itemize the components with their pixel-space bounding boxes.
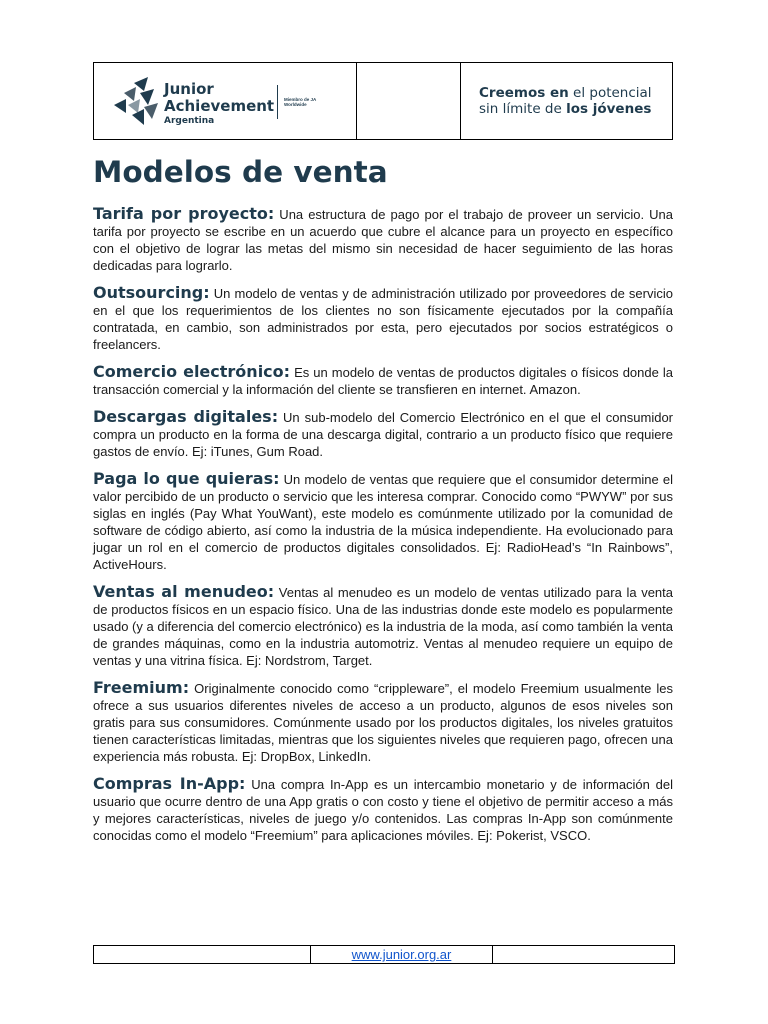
- term: Outsourcing:: [93, 283, 210, 302]
- footer-cell-center: [311, 946, 493, 963]
- slogan-line-2: [479, 101, 672, 117]
- slogan-bold-2: los jóvenes: [566, 101, 652, 117]
- section-inapp: [93, 775, 673, 844]
- term: Compras In-App:: [93, 774, 246, 793]
- term: Descargas digitales:: [93, 407, 279, 426]
- logo-cell: [94, 63, 357, 139]
- logo-argentina: Argentina: [164, 116, 215, 126]
- section-freemium: [93, 679, 673, 765]
- definition: Es un modelo de ventas de productos digitales o físicos donde la transacción comercial y la información del cliente se transfieren en internet. Amazon.: [93, 365, 673, 397]
- section-descargas: [93, 408, 673, 460]
- term: Freemium:: [93, 678, 190, 697]
- junior-achievement-logo-icon: [114, 77, 160, 125]
- definition: Originalmente conocido como “crippleware”, el modelo Freemium usualmente les ofrece a sus usuarios diferentes niveles de acceso a un producto, algunos de esos niveles son gratis para sus consumidores. Comúnmente usado por los productos digitales, los niveles gratuitos tienen características limitadas, mientras que los siguientes niveles que requieren pago, ofrecen una experiencia más robusta. Ej: DropBox, LinkedIn.: [93, 681, 673, 764]
- footer-cell-left: [94, 946, 311, 963]
- slogan-rest-2: sin límite de: [479, 101, 567, 117]
- section-outsourcing: [93, 284, 673, 353]
- definition: Una compra In-App es un intercambio monetario y de información del usuario que ocurre dentro de una App gratis o con costo y tiene el objetivo de permitir acceso a más y mejores características, niveles de juego y/o contenidos. Las compras In-App son comúnmente conocidas como el modelo “Freemium” para aplicaciones móviles. Ej: Pokerist, VSCO.: [93, 777, 673, 843]
- slogan-cell: [461, 63, 672, 139]
- section-tarifa: [93, 205, 673, 274]
- term: Ventas al menudeo:: [93, 582, 275, 601]
- term: Comercio electrónico:: [93, 362, 291, 381]
- logo-member-text: Miembro de JA Worldwide: [284, 97, 317, 107]
- slogan-bold-1: Creemos en: [479, 85, 569, 101]
- section-comercio: [93, 363, 673, 398]
- term: Tarifa por proyecto:: [93, 204, 275, 223]
- header-table: [93, 62, 673, 140]
- header-empty-cell: [357, 63, 461, 139]
- term: Paga lo que quieras:: [93, 469, 280, 488]
- logo-achievement: Achievement: [164, 97, 275, 115]
- sections-list: [93, 205, 673, 854]
- section-paga: [93, 470, 673, 573]
- section-menudeo: [93, 583, 673, 669]
- definition: Un modelo de ventas y de administración utilizado por proveedores de servicio en el que los requerimientos de los clientes no son físicamente ejecutados por la compañía contratada, en cambio, son administrados por esta, pero ejecutados por socios estratégicos o freelancers.: [93, 286, 673, 352]
- page-title: Modelos de venta: [93, 155, 388, 189]
- logo-separator: [277, 85, 278, 119]
- logo-junior: Junior: [164, 80, 214, 98]
- footer-cell-right: [493, 946, 674, 963]
- definition: Un modelo de ventas que requiere que el consumidor determine el valor percibido de un producto o servicio que les interesa comprar. Conocido como “PWYW” por sus siglas en inglés (Pay What YouWant), este modelo es comúnmente utilizado por la comunidad de software de código abierto, así como la industria de la música independiente. Ha evolucionado para jugar un rol en el comercio de productos digitales consolidados. Ej: RadioHead’s “In Rainbows”, ActiveHours.: [93, 472, 673, 572]
- definition: Ventas al menudeo es un modelo de ventas utilizado para la venta de productos físicos en un espacio físico. Una de las industrias donde este modelo es popularmente usado (y a diferencia del comercio electrónico) es la industria de la moda, así como también la venta de grandes máquinas, como en la industria automotriz. Ventas al menudeo requiere un equipo de ventas y una vitrina física. Ej: Nordstrom, Target.: [93, 585, 673, 668]
- slogan-line-1: [479, 85, 672, 101]
- definition: Un sub-modelo del Comercio Electrónico en el que el consumidor compra un producto en la forma de una descarga digital, contrario a un producto físico que requiere gastos de envío. Ej: iTunes, Gum Road.: [93, 410, 674, 459]
- logo-text: [164, 81, 274, 126]
- footer-table: [93, 945, 675, 964]
- website-link[interactable]: www.junior.org.ar: [351, 947, 452, 962]
- slogan-rest-1: el potencial: [568, 85, 652, 101]
- definition: Una estructura de pago por el trabajo de proveer un servicio. Una tarifa por proyecto se escribe en un acuerdo que cubre el alcance para un proyecto en específico con el objetivo de lograr las metas del mismo sin necesidad de hacer seguimiento de las horas dedicadas para lograrlo.: [93, 207, 673, 273]
